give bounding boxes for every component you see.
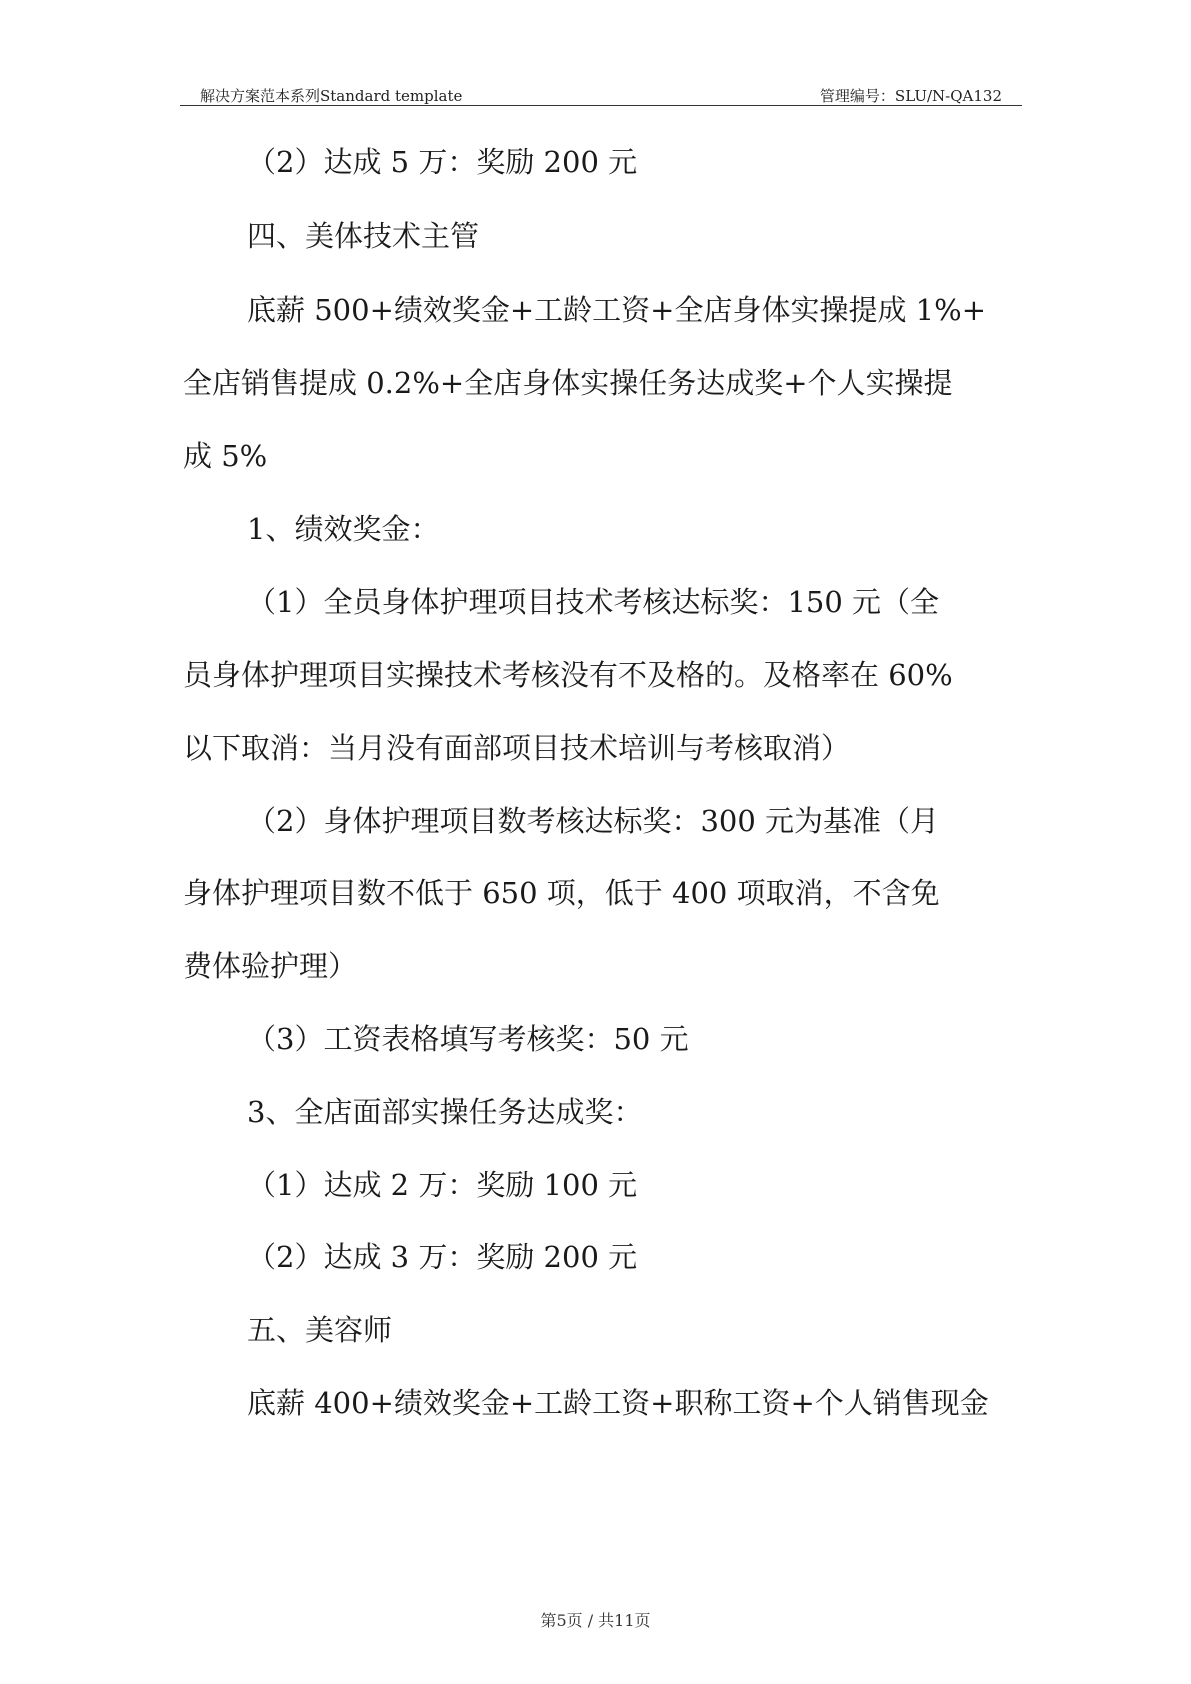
section-heading: 五、美容师 bbox=[247, 1313, 393, 1347]
text-line: （2）达成 3 万：奖励 200 元 bbox=[247, 1240, 638, 1274]
text-line: （2）达成 5 万：奖励 200 元 bbox=[247, 145, 638, 179]
text-line: （1）达成 2 万：奖励 100 元 bbox=[247, 1168, 638, 1202]
header-document-number: 管理编号：SLU/N-QA132 bbox=[819, 87, 1002, 105]
header-series-title: 解决方案范本系列Standard template bbox=[200, 87, 463, 105]
page-number: 第5页 / 共11页 bbox=[540, 1611, 651, 1630]
text-line: （2）身体护理项目数考核达标奖：300 元为基准（月 bbox=[247, 804, 940, 838]
text-line: 全店销售提成 0.2%+全店身体实操任务达成奖+个人实操提 bbox=[183, 366, 953, 400]
text-line: 底薪 400+绩效奖金+工龄工资+职称工资+个人销售现金 bbox=[247, 1386, 989, 1420]
text-line: 成 5% bbox=[183, 439, 268, 473]
text-line: （1）全员身体护理项目技术考核达标奖：150 元（全 bbox=[247, 585, 940, 619]
header-divider bbox=[180, 105, 1022, 106]
text-line: 身体护理项目数不低于 650 项，低于 400 项取消，不含免 bbox=[183, 876, 940, 910]
page-footer bbox=[0, 1610, 1191, 1632]
section-heading: 四、美体技术主管 bbox=[247, 219, 480, 253]
text-line: 底薪 500+绩效奖金+工龄工资+全店身体实操提成 1%+ bbox=[247, 293, 986, 327]
text-line: 员身体护理项目实操技术考核没有不及格的。及格率在 60% bbox=[183, 658, 953, 692]
subsection-heading: 1、绩效奖金： bbox=[247, 512, 440, 546]
subsection-heading: 3、全店面部实操任务达成奖： bbox=[247, 1095, 643, 1129]
text-line: 以下取消：当月没有面部项目技术培训与考核取消） bbox=[183, 731, 851, 765]
text-line: （3）工资表格填写考核奖：50 元 bbox=[247, 1022, 689, 1056]
text-line: 费体验护理） bbox=[183, 949, 358, 983]
